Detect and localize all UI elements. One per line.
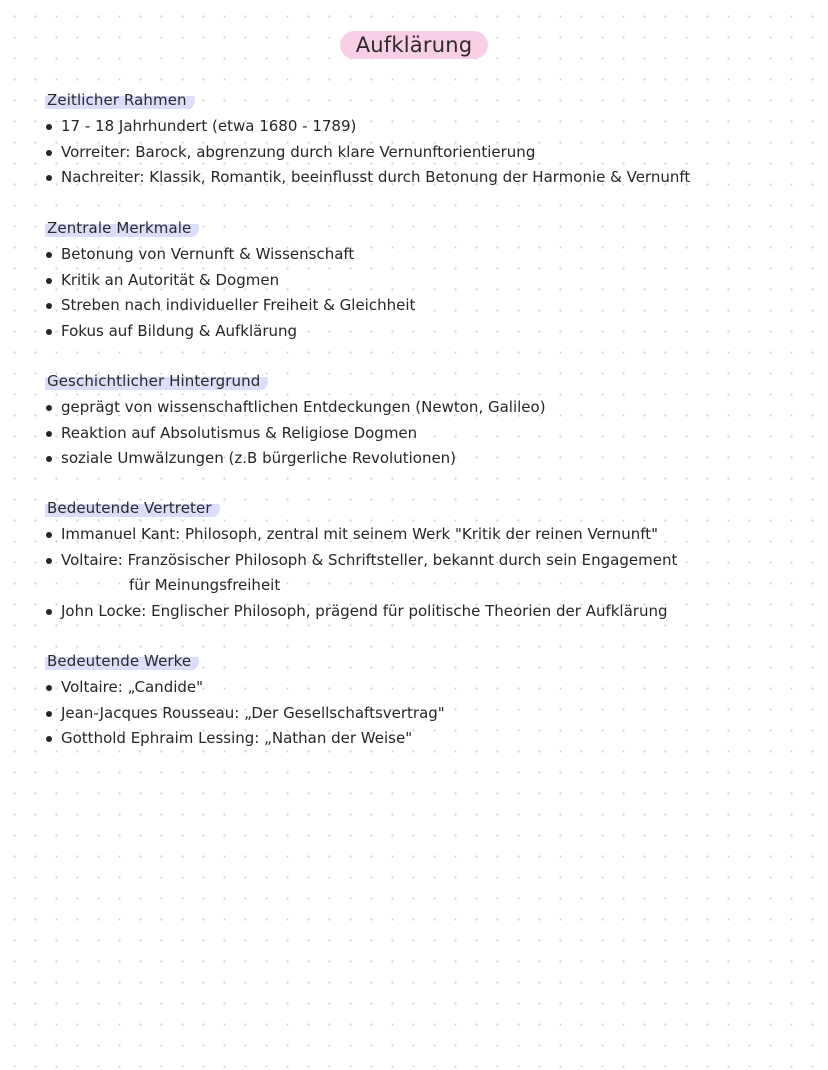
bullet-icon [46,150,52,156]
list-item-text: John Locke: Englischer Philosoph, prägend für politische Theorien der Aufklärung [61,601,668,620]
list-item [45,114,805,140]
list-item-text: Voltaire: Französischer Philosoph & Schriftsteller, bekannt durch sein Engagement [61,550,678,569]
bullet-icon [46,456,52,462]
section-heading: Zentrale Merkmale [45,218,199,238]
list-item-text: 17 - 18 Jahrhundert (etwa 1680 - 1789) [61,117,357,135]
list-item [45,293,805,319]
section-heading: Bedeutende Werke [45,651,199,671]
list-item-text: Voltaire: „Candide" [61,678,204,696]
list-item [45,268,805,294]
section-zentrale-merkmale [45,218,805,344]
section-bedeutende-werke [45,651,805,752]
list-item-text: Kritik an Autorität & Dogmen [61,270,280,289]
bullet-icon [46,532,52,538]
list-item-text: geprägt von wissenschaftlichen Entdeckungen (Newton, Galileo) [61,398,546,416]
bullet-list [45,675,805,752]
section-zeitlicher-rahmen [45,90,805,191]
list-item [45,599,805,625]
bullet-icon [46,303,52,309]
list-item [45,675,805,701]
list-item-text: Betonung von Vernunft & Wissenschaft [61,245,355,263]
section-geschichtlicher-hintergrund [45,371,805,472]
bullet-icon [46,405,52,411]
list-item [45,395,805,421]
list-item [45,421,805,447]
bullet-icon [46,711,52,717]
list-item [45,522,805,548]
list-item [45,726,805,752]
section-heading: Geschichtlicher Hintergrund [45,371,268,391]
list-item-text: Gotthold Ephraim Lessing: „Nathan der Weise" [61,729,413,747]
section-heading: Zeitlicher Rahmen [45,90,195,110]
page-title: Aufklärung [340,31,489,59]
bullet-icon [46,685,52,691]
bullet-icon [46,558,52,564]
bullet-icon [46,609,52,615]
bullet-list [45,522,805,624]
bullet-icon [46,278,52,284]
list-item-text: Immanuel Kant: Philosoph, zentral mit seinem Werk "Kritik der reinen Vernunft" [61,525,659,543]
bullet-icon [46,431,52,437]
list-item-text: Nachreiter: Klassik, Romantik, beeinflusst durch Betonung der Harmonie & Vernunft [61,168,691,186]
bullet-icon [46,736,52,742]
section-bedeutende-vertreter [45,498,805,624]
list-item [45,319,805,345]
bullet-icon [46,124,52,130]
list-item-text: Fokus auf Bildung & Aufklärung [61,321,298,340]
title-wrapper [0,31,828,59]
bullet-icon [46,175,52,181]
list-item [45,242,805,268]
list-item-text: Reaktion auf Absolutismus & Religiose Dogmen [61,423,418,442]
section-heading: Bedeutende Vertreter [45,498,220,518]
bullet-list [45,395,805,472]
list-item-text: Streben nach individueller Freiheit & Gleichheit [61,296,416,314]
list-item [45,548,805,599]
list-item-text: Jean-Jacques Rousseau: „Der Gesellschaftsvertrag" [61,703,445,722]
bullet-list [45,242,805,344]
bullet-icon [46,329,52,335]
list-item [45,165,805,191]
list-item [45,701,805,727]
list-item-continuation: für Meinungsfreiheit [129,576,281,594]
list-item-text: Vorreiter: Barock, abgrenzung durch klare Vernunftorientierung [61,142,536,161]
list-item [45,140,805,166]
bullet-list [45,114,805,191]
bullet-icon [46,252,52,258]
list-item-text: soziale Umwälzungen (z.B bürgerliche Revolutionen) [61,449,457,467]
list-item [45,446,805,472]
